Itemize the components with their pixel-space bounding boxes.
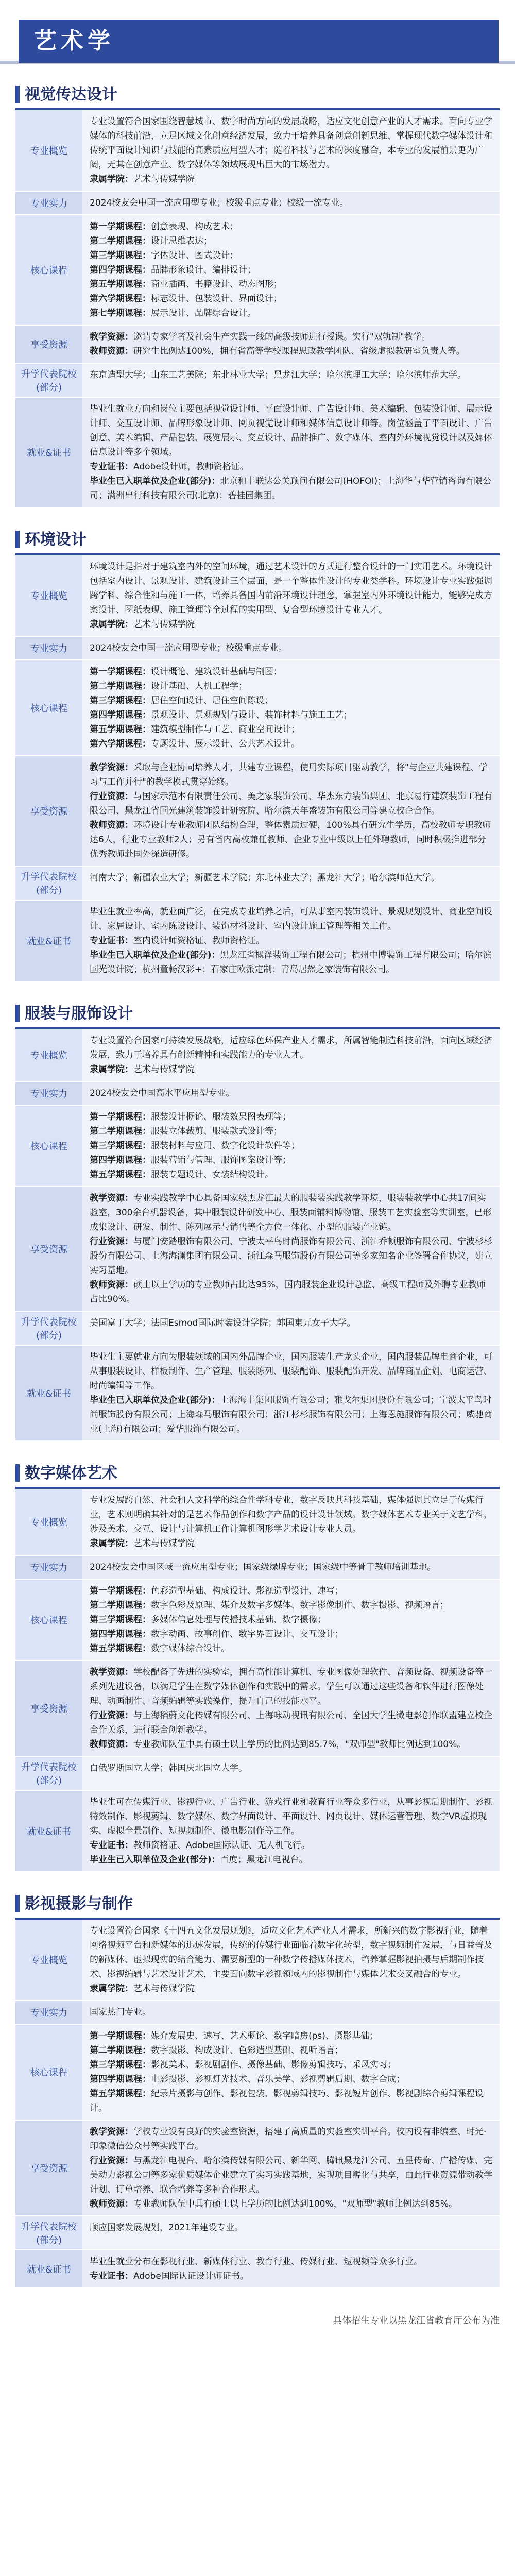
content-line: 隶属学院：艺术与传媒学院 (90, 1984, 195, 1994)
row-label: 核心课程 (15, 2025, 82, 2120)
content-line: 教师资源：研究生比例达100%，拥有省高等学校课程思政教学团队、省级虚拟教研室负责人等。 (90, 346, 465, 357)
info-row (15, 2121, 500, 2216)
content-line: 第二学期课程：数字摄影、构成设计、色彩造型基础、视听语言； (90, 2045, 344, 2056)
line-lead: 第一学期课程： (90, 222, 151, 232)
line-lead: 教学资源： (90, 332, 133, 342)
row-label: 专业概览 (15, 1920, 82, 2000)
content-line: 第五学期课程：服装专题设计、女装结构设计。 (90, 1170, 273, 1180)
line-lead: 第二学期课程： (90, 236, 151, 246)
row-content (82, 1029, 500, 1081)
content-line: 隶属学院：艺术与传媒学院 (90, 1538, 195, 1549)
section-header (15, 522, 500, 555)
line-lead: 教学资源： (90, 1193, 133, 1204)
section-marker (15, 1005, 20, 1022)
row-content (82, 326, 500, 363)
content-line: 专业证书：Adobe设计师，教师资格证。 (90, 462, 249, 472)
info-row (15, 1489, 500, 1556)
line-lead: 行业资源： (90, 2156, 133, 2166)
row-content (82, 192, 500, 214)
line-lead: 第二学期课程： (90, 1126, 151, 1137)
info-row (15, 1661, 500, 1757)
content-line: 第二学期课程：数字色彩及原理、媒介及数字多媒体、数字影像制作、数字摄影、视频语言； (90, 1600, 449, 1611)
info-row (15, 364, 500, 398)
info-row (15, 2216, 500, 2250)
content-line: 第一学期课程：服装设计概论、服装效果图表现等； (90, 1112, 291, 1122)
content-line: 第三学期课程：居住空间设计、居住空间陈设； (90, 696, 273, 706)
row-label: 就业&证书 (15, 2250, 82, 2287)
line-lead: 第一学期课程： (90, 2031, 151, 2041)
row-label: 专业概览 (15, 1029, 82, 1081)
content-line: 白俄罗斯国立大学；韩国庆北国立大学。 (90, 1763, 247, 1773)
section-header (15, 1456, 500, 1489)
info-row (15, 215, 500, 326)
info-row (15, 2025, 500, 2121)
row-content (82, 1082, 500, 1105)
info-row (15, 192, 500, 215)
line-lead: 教学资源： (90, 762, 133, 773)
row-content (82, 660, 500, 755)
info-row (15, 637, 500, 660)
line-lead: 毕业生已入职单位及企业(部分)： (90, 950, 220, 960)
line-lead: 第五学期课程： (90, 1170, 151, 1180)
line-lead: 毕业生已入职单位及企业(部分)： (90, 1855, 220, 1865)
line-lead: 教师资源： (90, 2199, 133, 2209)
line-lead: 第一学期课程： (90, 1586, 151, 1596)
row-label: 专业实力 (15, 1556, 82, 1579)
row-label: 享受资源 (15, 2121, 82, 2215)
info-row (15, 1029, 500, 1082)
content-line: 教学资源：邀请专家学者及社会生产实践一线的高级技师进行授课。实行"双轨制"教学。 (90, 332, 431, 342)
row-content (82, 2121, 500, 2215)
content-line: 第五学期课程：数字媒体综合设计。 (90, 1643, 230, 1654)
row-content (82, 756, 500, 866)
info-row (15, 1791, 500, 1872)
content-line: 第五学期课程：建筑模型制作与工艺、商业空间设计； (90, 724, 300, 735)
row-content (82, 364, 500, 397)
content-line: 教师资源：专业教师队伍中具有硕士以上学历的比例达到85.7%，"双师型"教师比例达到100%。 (90, 1739, 466, 1750)
row-label: 核心课程 (15, 1106, 82, 1186)
row-content (82, 215, 500, 325)
row-content (82, 1489, 500, 1555)
row-content (82, 1312, 500, 1345)
header-stripe (0, 61, 515, 64)
page-title: 艺术学 (34, 28, 114, 54)
info-row (15, 398, 500, 508)
info-row (15, 2001, 500, 2025)
row-label: 核心课程 (15, 215, 82, 325)
content-line: 2024校友会中国高水平应用型专业。 (90, 1088, 235, 1098)
content-line: 专业发展跨自然、社会和人文科学的综合性学科专业，数字反映其科技基础，媒体强调其立足于传媒行业，艺术则明确其针对的是艺术作品创作和数字产品的设计设计领域。数字媒体艺术专业关于文艺学科，涉及美术、交互、设计与计算机工作计算机图形学艺术设计专业人员。 (90, 1495, 492, 1534)
info-row (15, 326, 500, 364)
content-line: 毕业生就业率高，就业面广泛，在完成专业培养之后，可从事室内装饰设计、景观规划设计、商业空间设计、家居设计、室内陈设设计、装饰材料设计、室内设计施工管理等相关工作。 (90, 907, 492, 931)
line-lead: 隶属学院： (90, 1984, 133, 1994)
line-lead: 教师资源： (90, 820, 133, 831)
info-row (15, 1346, 500, 1442)
line-lead: 第三学期课程： (90, 2060, 151, 2070)
content-line: 第五学期课程：纪录片摄影与创作、影视包装、影视剪辑技巧、影视短片创作、影视剧综合剪辑课程设计。 (90, 2089, 484, 2113)
info-row (15, 1106, 500, 1187)
content-line: 行业资源：与厦门安踏服饰有限公司、宁波太平鸟时尚服饰有限公司、浙江乔顿服饰有限公司、宁波杉杉股份有限公司、上海海澜集团有限公司、浙江森马服饰股份有限公司等多家知名企业签署合作协议，建立实习基地。 (90, 1236, 492, 1276)
line-lead: 行业资源： (90, 791, 133, 802)
line-lead: 第四学期课程： (90, 265, 151, 275)
info-row (15, 1920, 500, 2001)
page-header (0, 0, 515, 77)
line-lead: 专业证书： (90, 462, 133, 472)
content-line: 美国富丁大学；法国Esmod国际时装设计学院；韩国東元女子大学。 (90, 1318, 356, 1328)
section-header (15, 77, 500, 110)
content-line: 第四学期课程：数字动画、故事创作、数字界面设计、交互设计； (90, 1629, 344, 1639)
content-line: 环境设计是指对于建筑室内外的空间环境，通过艺术设计的方式进行整合设计的一门实用艺术。环境设计包括室内设计、景观设计、建筑设计三个层面，是一个整体性设计的专业类学科。环境设计专业实践强调跨学科、综合性和与施工一体，培养具备国内前沿环境设计理念，掌握室内外环境设计能力，能够完成方案设计、图纸表现、施工管理等全过程的实用型、复合型环境设计专业人才。 (90, 562, 492, 615)
line-lead: 第四学期课程： (90, 1629, 151, 1639)
major-section (15, 77, 500, 508)
line-lead: 第二学期课程： (90, 1600, 151, 1611)
row-label: 核心课程 (15, 1580, 82, 1660)
info-row (15, 2250, 500, 2289)
row-label: 就业&证书 (15, 1791, 82, 1871)
row-label: 专业概览 (15, 1489, 82, 1555)
line-lead: 隶属学院： (90, 1064, 133, 1075)
content-line: 第六学期课程：标志设计、包装设计、界面设计； (90, 294, 282, 304)
row-label: 专业实力 (15, 1082, 82, 1105)
row-label: 专业实力 (15, 637, 82, 659)
section-title: 视觉传达设计 (25, 86, 117, 104)
content-line: 2024校友会中国区域一流应用型专业；国家级绿牌专业；国家级中等骨干教师培训基地。 (90, 1562, 436, 1572)
row-label: 享受资源 (15, 1661, 82, 1756)
section-title: 服装与服饰设计 (25, 1005, 133, 1023)
line-lead: 毕业生已入职单位及企业(部分)： (90, 476, 220, 486)
content-line: 隶属学院：艺术与传媒学院 (90, 174, 195, 184)
content-line: 专业设置符合国家《十四五文化发展规划》，适应文化艺术产业人才需求，所新兴的数字影视行业，随着网络视频平台和新媒体的迅速发展，传统的传媒行业面临着数字化转型，数字视频制作发展，与日益普及的新媒体、虚拟现实的结合能力、需要新型的一种数字传播媒体技术，培养掌握影视拍摄与后期制作技术、影视编辑与艺术设计艺术，主要面向数字影视领域内的影视制作与媒体艺术交叉融合的专业。 (90, 1926, 492, 1979)
row-content (82, 2216, 500, 2249)
line-lead: 第五学期课程： (90, 2089, 151, 2099)
content-line: 毕业生已入职单位及企业(部分)：百度；黑龙江电视台。 (90, 1855, 308, 1865)
content-line: 专业设置符合国家围绕智慧城市、数字时尚方向的发展战略，适应文化创意产业的人才需求。面向专业学媒体的科技前沿，立足区域文化创意经济发展，致力于培养具备创意创新思维、掌握现代数字媒体设计和传统平面设计知识与技能的高素质应用型人才；随着科技与艺术的深度融合，本专业的发展前景更为广阔，无其在创意产业、数字媒体等领域展现出巨大的市场潜力。 (90, 116, 492, 170)
row-label: 专业概览 (15, 110, 82, 191)
row-content (82, 1757, 500, 1790)
line-lead: 第五学期课程： (90, 279, 151, 290)
content-line: 毕业生已入职单位及企业(部分)：上海海丰集团服饰有限公司；雅戈尔集团股份有限公司；宁波太平鸟时尚服饰股份有限公司；上海森马服饰有限公司；浙江杉杉服饰有限公司；上海恩施服饰有限公司；威驰商业(上海)有限公司；爱华服饰有限公司。 (90, 1395, 492, 1434)
content-line: 行业资源：与黑龙江电视台、哈尔滨传媒有限公司、新华网、腾讯黑龙江公司、五星传奇、广播传媒、完美动力影视公司等多家优质媒体企业建立了实习实践基地，实现项目孵化与共享，由此行业资源带动教学计划、订单培养、联合培养等多种合作形式。 (90, 2156, 492, 2195)
row-content (82, 555, 500, 636)
major-section (15, 522, 500, 982)
content-line: 隶属学院：艺术与传媒学院 (90, 1064, 195, 1075)
content-line: 第一学期课程：创意表现、构成艺术； (90, 222, 238, 232)
info-row (15, 756, 500, 867)
content-line: 河南大学；新疆农业大学；新疆艺术学院；东北林业大学；黑龙江大学；哈尔滨师范大学。 (90, 873, 440, 883)
row-content (82, 1661, 500, 1756)
section-marker (15, 1464, 20, 1482)
content-line: 毕业生就业方向和岗位主要包括视觉设计师、平面设计师、广告设计师、美术编辑、包装设计师、展示设计师、交互设计师、品牌形象设计师、网页视觉设计师和媒体信息设计师等。岗位涵盖了平面设计、广告创意、美术编辑、产品包装、展览展示、交互设计、品牌推广、数字媒体、室内外环境视觉设计以及媒体信息设计等多个领域。 (90, 404, 492, 457)
row-content (82, 398, 500, 507)
line-lead: 行业资源： (90, 1236, 133, 1247)
row-label: 升学代表院校(部分) (15, 364, 82, 397)
row-label: 享受资源 (15, 326, 82, 363)
line-lead: 第五学期课程： (90, 724, 151, 735)
info-row (15, 1082, 500, 1106)
line-lead: 第三学期课程： (90, 1615, 151, 1625)
content-line: 国家热门专业。 (90, 2007, 151, 2018)
content-line: 毕业生可在传媒行业、影视行业、广告行业、游戏行业和教育行业等众多行业，从事影视后期制作、影视特效制作、影视剪辑、数字媒体、数字界面设计、平面设计、网页设计、媒体运营管理、数字VR虚拟现实、虚拟全景制作、短视频制作、微电影制作等工作。 (90, 1797, 492, 1836)
content-line: 毕业生就业分布在影视行业、新媒体行业、教育行业、传媒行业、短视频等众多行业。 (90, 2257, 422, 2267)
content-line: 毕业生已入职单位及企业(部分)：黑龙江省概泽装饰工程有限公司；杭州中博装饰工程有限公司；哈尔滨国光设计院；杭州童畅汉彩+；石家庄欧派定制；青岛居然之家装饰有限公司。 (90, 950, 492, 975)
content-line: 第一学期课程：媒介发展史、速写、艺术概论、数字暗房(ps)、摄影基础； (90, 2031, 378, 2041)
page-footer (0, 2303, 515, 2339)
content-line: 行业资源：与国家示范本有限责任公司、美之家装饰公司、华杰东方装饰集团、北京易行建筑装饰工程有限公司、黑龙江省国光建筑装饰设计研究院、哈尔滨天年盛装饰有限公司等建立校企合作。 (90, 791, 492, 816)
content-line: 专业证书：Adobe国际认证设计师证书。 (90, 2271, 249, 2281)
row-label: 升学代表院校(部分) (15, 1757, 82, 1790)
row-label: 升学代表院校(部分) (15, 1312, 82, 1345)
line-lead: 第三学期课程： (90, 250, 151, 261)
section-marker (15, 1895, 20, 1912)
content-line: 东京造型大学；山东工艺美院；东北林业大学；黑龙江大学；哈尔滨理工大学；哈尔滨师范大学。 (90, 370, 466, 380)
content-line: 第四学期课程：品牌形象设计、编排设计； (90, 265, 256, 275)
content-line: 隶属学院：艺术与传媒学院 (90, 619, 195, 630)
content-line: 毕业生已入职单位及企业(部分)：北京和丰联达公关顾问有限公司(HOFOI)；上海华与华营销咨询有限公司；满洲出行科技有限公司(北京)；碧桂园集团。 (90, 476, 492, 501)
section-header (15, 1887, 500, 1920)
content-line: 第六学期课程：专题设计、展示设计、公共艺术设计。 (90, 739, 300, 749)
content-line: 顺应国家发展规划，2021年建设专业。 (90, 2223, 244, 2233)
row-content (82, 2001, 500, 2024)
line-lead: 第一学期课程： (90, 667, 151, 677)
line-lead: 第六学期课程： (90, 294, 151, 304)
info-row (15, 1312, 500, 1346)
line-lead: 第六学期课程： (90, 739, 151, 749)
row-content (82, 1920, 500, 2000)
content-line: 专业证书：教师资格证、Adobe国际认证、无人机飞行。 (90, 1840, 310, 1851)
footer-note: 具体招生专业以黑龙江省教育厅公布为准 (333, 2315, 500, 2326)
content-line: 第一学期课程：设计概论、建筑设计基础与制图； (90, 667, 282, 677)
content-line: 教师资源：专业教师队伍中具有硕士以上学历的比例达到100%，"双师型"教师比例达到85%。 (90, 2199, 458, 2209)
line-lead: 教师资源： (90, 1280, 133, 1290)
content-line: 2024校友会中国一流应用型专业；校级重点专业；校级一流专业。 (90, 198, 349, 208)
line-lead: 第四学期课程： (90, 2074, 151, 2084)
row-content (82, 1346, 500, 1440)
row-content (82, 637, 500, 659)
content-line: 教学资源：学校专业设有良好的实验室资源，搭建了高质量的实验室实训平台。校内设有非编室、时光·印象微信公众号等实践平台。 (90, 2127, 487, 2151)
info-row (15, 110, 500, 192)
line-lead: 教学资源： (90, 1667, 133, 1677)
row-content (82, 1106, 500, 1186)
content-line: 行业资源：与上海稻蔚文化传媒有限公司、上海咏动视讯有限公司、全国大学生微电影创作联盟建立校企合作关系，进行联合创新教学。 (90, 1710, 492, 1735)
line-lead: 毕业生已入职单位及企业(部分)： (90, 1395, 220, 1405)
line-lead: 第二学期课程： (90, 2045, 151, 2056)
section-marker (15, 86, 20, 103)
line-lead: 隶属学院： (90, 619, 133, 630)
content-line: 教师资源：环境设计专业教师团队结构合理，整体素质过硬，100%具有研究生学历，高校教师专职教师达6人，行业专业教师2人；另有省内高校兼任教师、企业专业中级以上任外聘教师，同时积极推进部分优秀教师赴国外深造研修。 (90, 820, 491, 859)
info-row (15, 1187, 500, 1312)
content-line: 第二学期课程：服装立体裁剪、服装款式设计等； (90, 1126, 282, 1137)
line-lead: 行业资源： (90, 1710, 133, 1721)
section-title: 环境设计 (25, 531, 87, 549)
content-line: 第四学期课程：服装营销与管理、服饰图案设计等； (90, 1155, 291, 1165)
major-section (15, 1887, 500, 2289)
row-label: 专业实力 (15, 2001, 82, 2024)
content-line: 专业设置符合国家可持续发展战略，适应绿色环保产业人才需求，所属智能制造科技前沿，面向区域经济发展，致力于培养具有创新精神和实践能力的专业人才。 (90, 1036, 492, 1060)
line-lead: 隶属学院： (90, 174, 133, 184)
section-title: 数字媒体艺术 (25, 1464, 117, 1482)
info-row (15, 555, 500, 637)
content-line: 第二学期课程：设计基础、人机工程学； (90, 681, 247, 691)
row-content (82, 2025, 500, 2120)
content-line: 毕业生主要就业方向为服装领域的国内外品牌企业，国内服装生产龙头企业，国内服装品牌电商企业，可从事服装设计、样板制作、生产管理、服装陈列、服装配饰、服装配饰开发、品牌商品企划、电商运营、时尚编辑等工作。 (90, 1352, 492, 1391)
row-content (82, 110, 500, 191)
info-row (15, 901, 500, 982)
info-row (15, 1580, 500, 1661)
line-lead: 第四学期课程： (90, 710, 151, 720)
content-line: 第三学期课程：影视美术、影视剧剧作、摄像基础、影像剪辑技巧、采风实习； (90, 2060, 396, 2070)
content-line: 第七学期课程：展示设计、品牌综合设计。 (90, 308, 256, 318)
row-content (82, 1187, 500, 1311)
row-content (82, 901, 500, 981)
row-content (82, 1556, 500, 1579)
row-label: 专业实力 (15, 192, 82, 214)
line-lead: 教学资源： (90, 2127, 133, 2137)
row-label: 升学代表院校(部分) (15, 2216, 82, 2249)
line-lead: 第三学期课程： (90, 1141, 151, 1151)
line-lead: 隶属学院： (90, 1538, 133, 1549)
row-label: 享受资源 (15, 756, 82, 866)
line-lead: 第四学期课程： (90, 1155, 151, 1165)
line-lead: 专业证书： (90, 1840, 133, 1851)
info-row (15, 1556, 500, 1580)
row-content (82, 867, 500, 900)
line-lead: 第二学期课程： (90, 681, 151, 691)
content-line: 教学资源：学校配备了先进的实验室，拥有高性能计算机、专业图像处理软件、音频设备、视频设备等一系列先进设备，以满足学生在数字媒体创作和实践中的需求。学生可以通过这些设备和软件进行图像处理、动画制作、音频编辑等实践操作，提升自己的技能水平。 (90, 1667, 492, 1706)
row-label: 就业&证书 (15, 398, 82, 507)
content-line: 第五学期课程：商业插画、书籍设计、动态图形； (90, 279, 282, 290)
row-content (82, 1580, 500, 1660)
content-line: 第四学期课程：电影摄影、影视灯光技术、音乐美学、影视剪辑后期、数字合成； (90, 2074, 405, 2084)
info-row (15, 867, 500, 901)
section-title: 影视摄影与制作 (25, 1895, 133, 1913)
line-lead: 专业证书： (90, 936, 133, 946)
row-label: 专业概览 (15, 555, 82, 636)
content-line: 第三学期课程：字体设计、图式设计； (90, 250, 238, 261)
info-row (15, 1757, 500, 1791)
line-lead: 教师资源： (90, 1739, 133, 1750)
major-section (15, 996, 500, 1442)
line-lead: 第三学期课程： (90, 696, 151, 706)
content-line: 专业证书：室内设计师资格证、教师资格证。 (90, 936, 265, 946)
content-line: 第四学期课程：景观设计、景观规划与设计、装饰材料与施工工艺； (90, 710, 352, 720)
content-line: 教学资源：专业实践教学中心具备国家级黑龙江最大的服装装实践教学环境，服装装教学中心共17间实验室，300余台机器设备，其中服装设计研发中心、服装面辅料博物馆、服装工艺实验室等实训室，已形成集设计、研发、制作、陈列展示与销售等全方位一体化、小型的服装产业链。 (90, 1193, 492, 1232)
row-label: 就业&证书 (15, 1346, 82, 1440)
line-lead: 专业证书： (90, 2271, 133, 2281)
major-section (15, 1456, 500, 1872)
content-line: 第二学期课程：设计思维表达； (90, 236, 212, 246)
content-line: 第三学期课程：多媒体信息处理与传播技术基础、数字摄像； (90, 1615, 326, 1625)
line-lead: 第五学期课程： (90, 1643, 151, 1654)
content-line: 第一学期课程：色彩造型基础、构成设计、影视造型设计、速写； (90, 1586, 344, 1596)
title-bar (19, 20, 499, 63)
row-label: 核心课程 (15, 660, 82, 755)
row-label: 享受资源 (15, 1187, 82, 1311)
row-label: 升学代表院校(部分) (15, 867, 82, 900)
line-lead: 第一学期课程： (90, 1112, 151, 1122)
row-label: 就业&证书 (15, 901, 82, 981)
content-line: 第三学期课程：服装材料与应用、数字化设计软件等； (90, 1141, 300, 1151)
line-lead: 第七学期课程： (90, 308, 151, 318)
row-content (82, 2250, 500, 2287)
line-lead: 教师资源： (90, 346, 133, 357)
row-content (82, 1791, 500, 1871)
sections-container (0, 77, 515, 2289)
content-line: 2024校友会中国一流应用型专业；校级重点专业。 (90, 643, 287, 653)
section-marker (15, 531, 20, 548)
section-header (15, 996, 500, 1029)
info-row (15, 660, 500, 756)
content-line: 教学资源：采取与企业协同培养人才，共建专业课程，使用实际项目驱动教学，将"与企业共建课程、学习与工作并行"的教学模式贯穿始终。 (90, 762, 488, 787)
content-line: 教师资源：硕士以上学历的专业教师占比达95%，国内服装企业设计总监、高级工程师及外聘专业教师占比90%。 (90, 1280, 486, 1304)
